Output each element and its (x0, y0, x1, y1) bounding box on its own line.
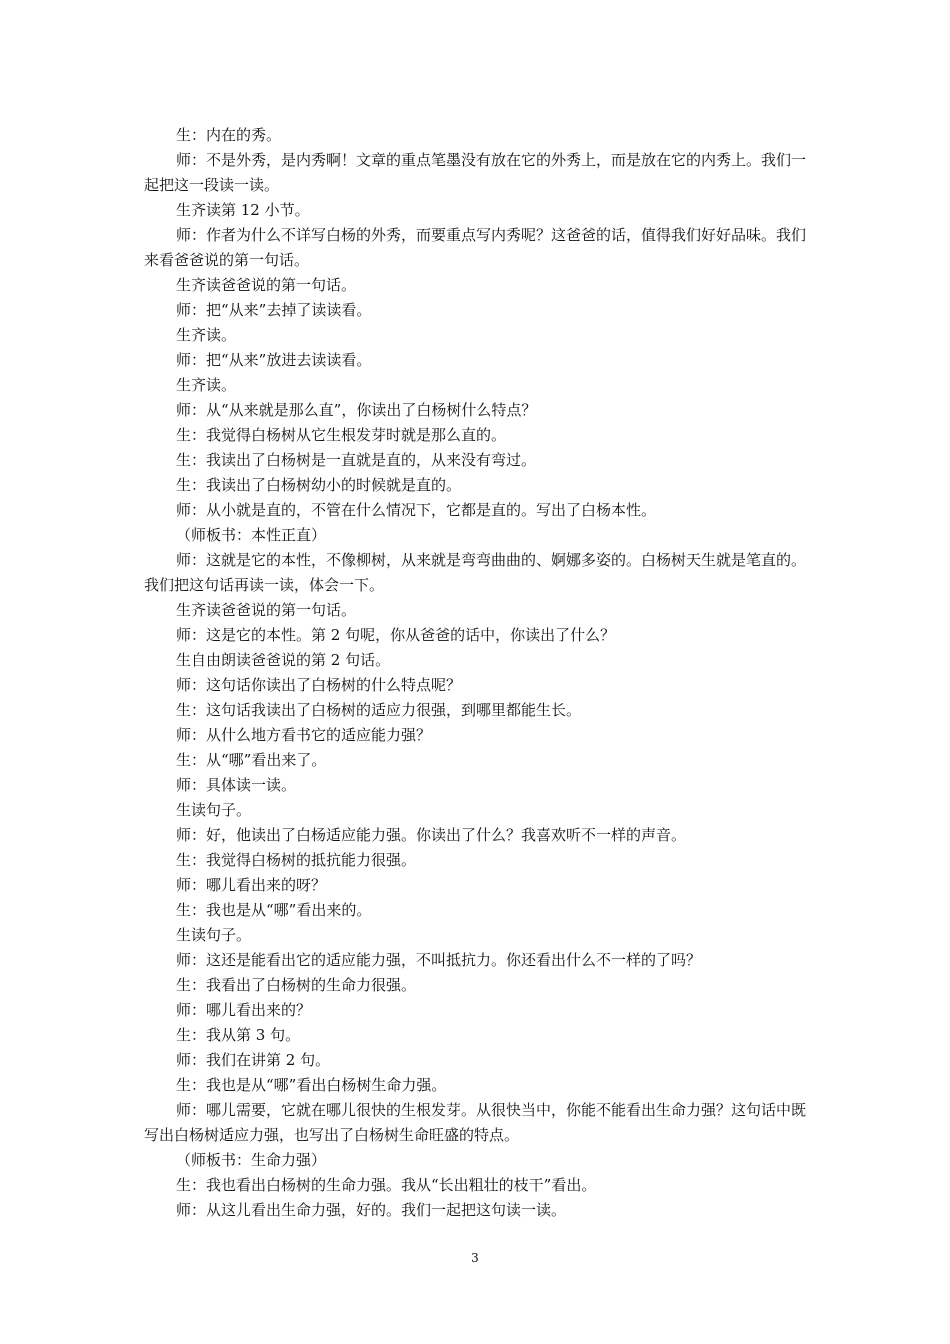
paragraph: 生：我觉得白杨树的抵抗能力很强。 (176, 851, 417, 869)
paragraph: 师：哪儿需要，它就在哪儿很快的生根发芽。从很快当中，你能不能看出生命力强？这句话中既写出白杨树适应力强，也写出了白杨树生命旺盛的特点。 (144, 1101, 807, 1144)
paragraph: 师：从“从来就是那么直”，你读出了白杨树什么特点？ (176, 401, 537, 419)
paragraph: 生：内在的秀。 (176, 126, 282, 144)
paragraph: 师：这是它的本性。第 2 句呢，你从爸爸的话中，你读出了什么？ (176, 626, 616, 644)
paragraph: 师：具体读一读。 (176, 776, 297, 794)
paragraph: 师：从小就是直的，不管在什么情况下，它都是直的。写出了白杨本性。 (176, 501, 657, 519)
paragraph: 生齐读。 (176, 326, 237, 344)
paragraph: 生齐读爸爸说的第一句话。 (176, 601, 357, 619)
paragraph: 师：我们在讲第 2 句。 (176, 1051, 331, 1069)
document-body (144, 123, 812, 1223)
paragraph: 师：这就是它的本性，不像柳树，从来就是弯弯曲曲的、婀娜多姿的。白杨树天生就是笔直的。我们把这句话再读一读，体会一下。 (144, 551, 807, 594)
paragraph: 师：哪儿看出来的？ (176, 1001, 312, 1019)
paragraph: 生：我读出了白杨树幼小的时候就是直的。 (176, 476, 462, 494)
paragraph: 生：从“哪”看出来了。 (176, 751, 327, 769)
paragraph: 生：我读出了白杨树是一直就是直的，从来没有弯过。 (176, 451, 537, 469)
board-note: （师板书：本性正直） (176, 526, 327, 544)
paragraph: 生读句子。 (176, 926, 252, 944)
paragraph: 生：我也是从“哪”看出白杨树生命力强。 (176, 1076, 447, 1094)
paragraph: 生：这句话我读出了白杨树的适应力很强，到哪里都能生长。 (176, 701, 582, 719)
paragraph: 生：我看出了白杨树的生命力很强。 (176, 976, 417, 994)
board-note: （师板书：生命力强） (176, 1151, 327, 1169)
paragraph: 生：我也看出白杨树的生命力强。我从“长出粗壮的枝干”看出。 (176, 1176, 597, 1194)
paragraph: 生齐读第 12 小节。 (176, 201, 310, 219)
paragraph: 师：从这儿看出生命力强，好的。我们一起把这句读一读。 (176, 1201, 567, 1219)
paragraph: 师：作者为什么不详写白杨的外秀，而要重点写内秀呢？这爸爸的话，值得我们好好品味。我们来看爸爸说的第一句话。 (144, 226, 807, 269)
paragraph: 师：把“从来”去掉了读读看。 (176, 301, 372, 319)
paragraph: 师：好，他读出了白杨适应能力强。你读出了什么？我喜欢听不一样的声音。 (176, 826, 687, 844)
paragraph: 生：我也是从“哪”看出来的。 (176, 901, 372, 919)
paragraph: 生自由朗读爸爸说的第 2 句话。 (176, 651, 391, 669)
paragraph: 师：这句话你读出了白杨树的什么特点呢？ (176, 676, 462, 694)
paragraph: 生：我觉得白杨树从它生根发芽时就是那么直的。 (176, 426, 507, 444)
paragraph: 生齐读。 (176, 376, 237, 394)
paragraph: 师：把“从来”放进去读读看。 (176, 351, 372, 369)
paragraph: 师：哪儿看出来的呀？ (176, 876, 327, 894)
paragraph: 师：这还是能看出它的适应能力强，不叫抵抗力。你还看出什么不一样的了吗？ (176, 951, 702, 969)
paragraph: 生读句子。 (176, 801, 252, 819)
paragraph: 师：从什么地方看书它的适应能力强？ (176, 726, 432, 744)
paragraph: 生：我从第 3 句。 (176, 1026, 301, 1044)
paragraph: 师：不是外秀，是内秀啊！文章的重点笔墨没有放在它的外秀上，而是放在它的内秀上。我们一起把这一段读一读。 (144, 151, 807, 194)
page-number: 3 (471, 1251, 479, 1265)
paragraph: 生齐读爸爸说的第一句话。 (176, 276, 357, 294)
